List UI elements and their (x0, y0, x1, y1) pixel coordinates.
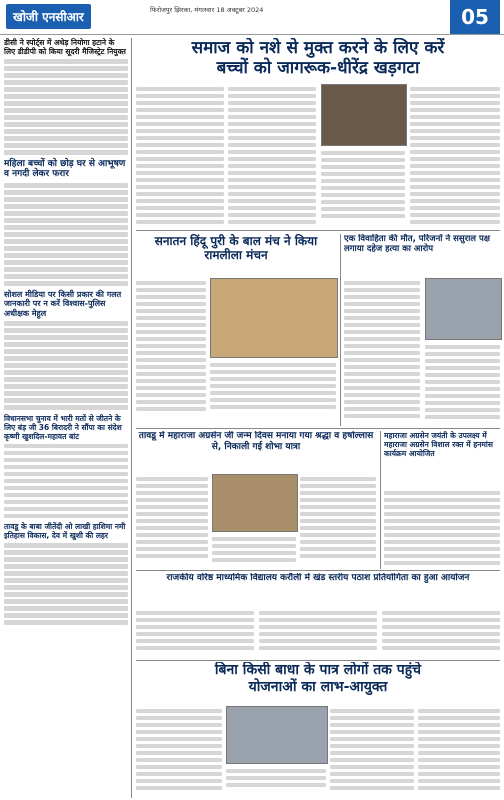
ramlila-text-2 (210, 360, 336, 420)
page-number: 05 (450, 0, 500, 34)
main-story-col-d (410, 84, 500, 226)
bottom-text-c (330, 706, 414, 796)
story-body (4, 321, 128, 410)
death-text-a (344, 278, 420, 426)
story-body (4, 59, 128, 155)
main-story-col-b (228, 84, 316, 226)
section-divider (136, 428, 500, 429)
story-headline: विधानसभा चुनाव में भारी मतों से जीतने के लिए बंड़ जी 36 बिरादरी ने सौंपा का संदेश कृष्णी खुशदिल-महावत बांट (4, 413, 122, 441)
story-headline: एक विवाहिता की मौत, परिजनों ने ससुराल पक्ष लगाया दहेज हत्या का आरोप (344, 234, 490, 255)
bottom-headline-line1: बिना किसी बाधा के पात्र लोगों तक पहुंचे (214, 662, 422, 678)
maharaja-story (136, 431, 376, 471)
story-body (4, 444, 128, 519)
story-headline: तावडू में महाराजा अग्रसेन जी जन्म दिवस मनाया गया श्रद्धा व हर्षोल्लास से, निकाली गई शोभा यात्रा (138, 431, 374, 452)
school-text-c (382, 608, 500, 658)
main-story-col-c (321, 148, 405, 226)
main-headline-line2: बच्चों को जागरूक-धीरेंद्र खड़गटा (216, 58, 420, 79)
adm-story (384, 431, 500, 483)
story-headline: तावडू के बाबा जीतेंदी ओ लाखी हाशिमा नमी इतिहास विकास, देव में खुशी की लहर (4, 522, 126, 541)
school-text-a (136, 608, 254, 658)
section-divider (136, 570, 500, 571)
story-body (4, 543, 128, 625)
main-story-col-a (136, 84, 224, 226)
maharaja-text-b (212, 534, 296, 566)
maharaja-text-a (136, 474, 208, 566)
story-headline: महाराजा अग्रसेन जयंती के उपलक्ष्य में महाराजा अग्रसेन विशाल रक्त में हनमांस कार्यक्रम आयोजित (384, 431, 493, 458)
main-headline-block (136, 38, 500, 80)
story-headline: डीसी ने स्पोर्ट्स में अधेड़ नियोगा हटाने के लिए डीडीपी को किया सूदरी मैजिस्ट्रेट नियुक्त (4, 38, 126, 56)
ramlila-text (136, 278, 206, 418)
death-text-b (425, 342, 500, 426)
death-victim-photo (425, 278, 502, 340)
bottom-text-d (418, 706, 500, 796)
bottom-text-a (136, 706, 222, 796)
story-body (4, 183, 128, 286)
school-story (136, 573, 500, 605)
adm-text (384, 488, 500, 568)
death-story (344, 234, 500, 274)
bottom-story-photo (226, 706, 328, 764)
column-divider (131, 38, 132, 798)
main-headline-line1: समाज को नशे से मुक्त करने के लिए करें (191, 38, 445, 58)
date-line: फिरोजपुर झिरका, मंगलवार 18 अक्टूबर 2024 (150, 6, 264, 14)
story-headline: सनातन हिंदू पुरी के बाल मंच ने किया रामलीला मंचन (154, 234, 318, 263)
column-divider (380, 431, 381, 569)
left-column (4, 38, 128, 796)
school-text-b (259, 608, 377, 658)
section-divider (136, 660, 500, 661)
bottom-text-b (226, 766, 326, 796)
section-divider (136, 230, 500, 231)
story-headline: राजकीय वरिष्ठ माध्यमिक विद्यालय करौली में खंड स्तरीय पठाश प्रतियोगिता का हुआ आयोजन (166, 573, 470, 583)
story-headline: महिला बच्चों को छोड़ घर से आभूषण व नगदी लेकर फरार (4, 158, 126, 180)
bottom-headline-line2: योजनाओं का लाभ-आयुक्त (248, 678, 388, 695)
bottom-headline-block (136, 662, 500, 702)
maharaja-photo (212, 474, 298, 532)
masthead (0, 0, 504, 35)
story-headline: सोशल मीडिया पर किसी प्रकार की गलत जानकारी पर न करें विश्वास-पुलिस अधीक्षक मेहुल (4, 289, 122, 318)
main-story-photo (321, 84, 407, 146)
newspaper-brand: खोजी एनसीआर (6, 4, 91, 29)
ramlila-photo (210, 278, 338, 358)
column-divider (340, 234, 341, 426)
maharaja-text-c (300, 474, 376, 566)
